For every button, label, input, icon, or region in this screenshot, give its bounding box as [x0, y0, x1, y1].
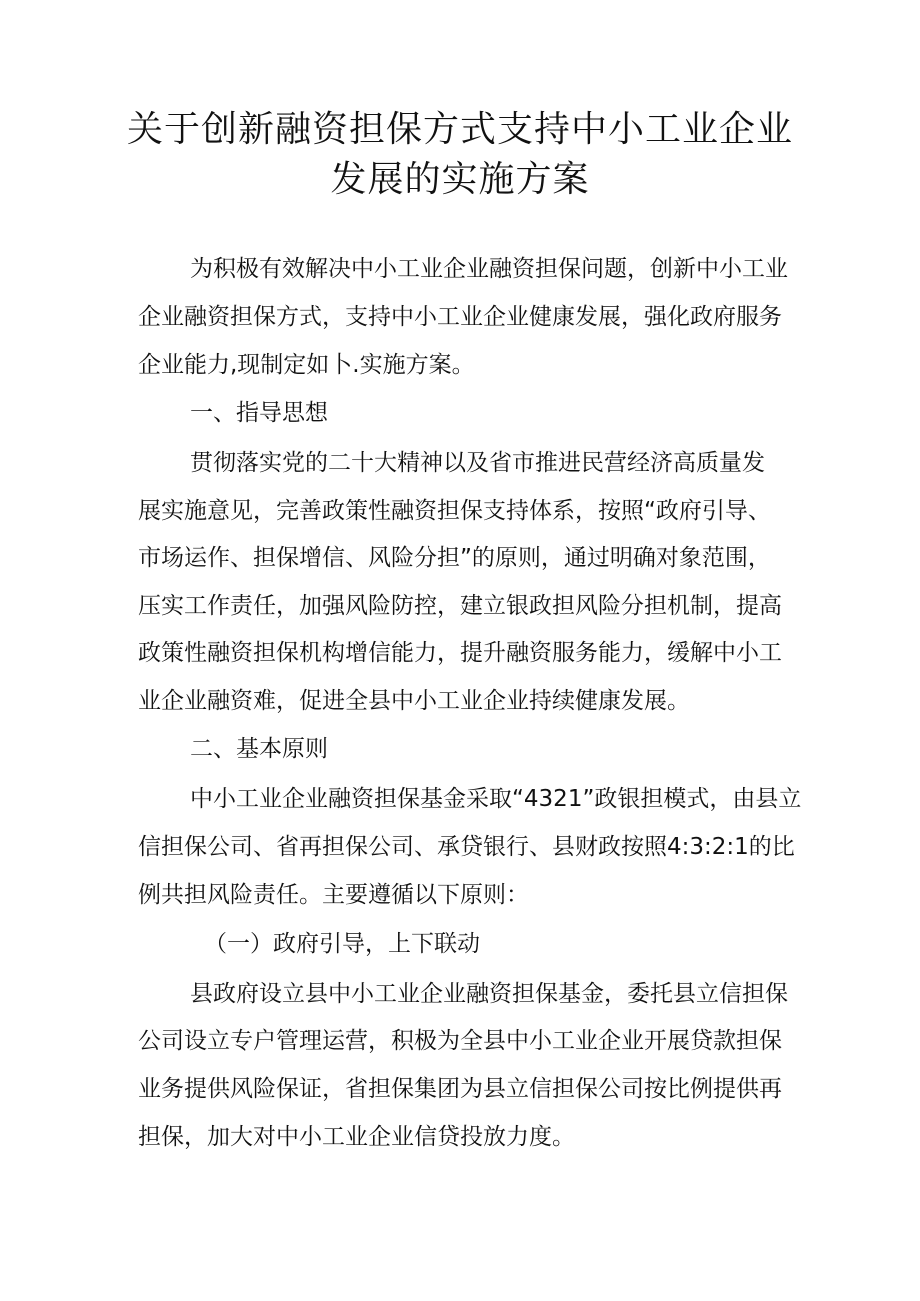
guiding-line-4: 压实工作责任，加强风险防控，建立银政担风险分担机制，提高 — [138, 593, 782, 619]
section-heading-guiding-thought: 一、指导思想 — [190, 400, 328, 426]
intro-line-1: 为积极有效解决中小工业企业融资担保问题，创新中小工业 — [190, 256, 788, 282]
guiding-line-1: 贯彻落实党的二十大精神以及省市推进民营经济高质量发 — [190, 450, 765, 476]
document-title-line-1: 关于创新融资担保方式支持中小工业企业 — [126, 109, 793, 150]
principles-line-3: 例共担风险责任。主要遵循以下原则： — [138, 882, 529, 908]
guiding-line-2: 展实施意见，完善政策性融资担保支持体系，按照“政府引导、 — [138, 498, 771, 524]
intro-line-2: 企业融资担保方式，支持中小工业企业健康发展，强化政府服务 — [138, 304, 782, 330]
guidance-line-3: 业务提供风险保证，省担保集团为县立信担保公司按比例提供再 — [138, 1076, 782, 1102]
section-heading-basic-principles: 二、基本原则 — [190, 736, 328, 762]
guiding-line-3: 市场运作、担保增信、风险分担”的原则，通过明确对象范围， — [138, 545, 771, 571]
subheading-government-guidance: （一）政府引导，上下联动 — [204, 931, 480, 957]
guidance-line-2: 公司设立专户管理运营，积极为全县中小工业企业开展贷款担保 — [138, 1028, 782, 1054]
principles-line-2: 信担保公司、省再担保公司、承贷银行、县财政按照4:3:2:1的比 — [138, 834, 795, 860]
intro-line-3: 企业能力,现制定如卜.实施方案。 — [138, 352, 475, 378]
guidance-line-4: 担保，加大对中小工业企业信贷投放力度。 — [138, 1124, 575, 1150]
principles-line-1: 中小工业企业融资担保基金采取“4321”政银担模式，由县立 — [190, 786, 802, 812]
guiding-line-5: 政策性融资担保机构增信能力，提升融资服务能力，缓解中小工 — [138, 640, 782, 666]
document-title-line-2: 发展的实施方案 — [330, 159, 590, 200]
guidance-line-1: 县政府设立县中小工业企业融资担保基金，委托县立信担保 — [190, 981, 788, 1007]
guiding-line-6: 业企业融资难，促进全县中小工业企业持续健康发展。 — [138, 688, 690, 714]
